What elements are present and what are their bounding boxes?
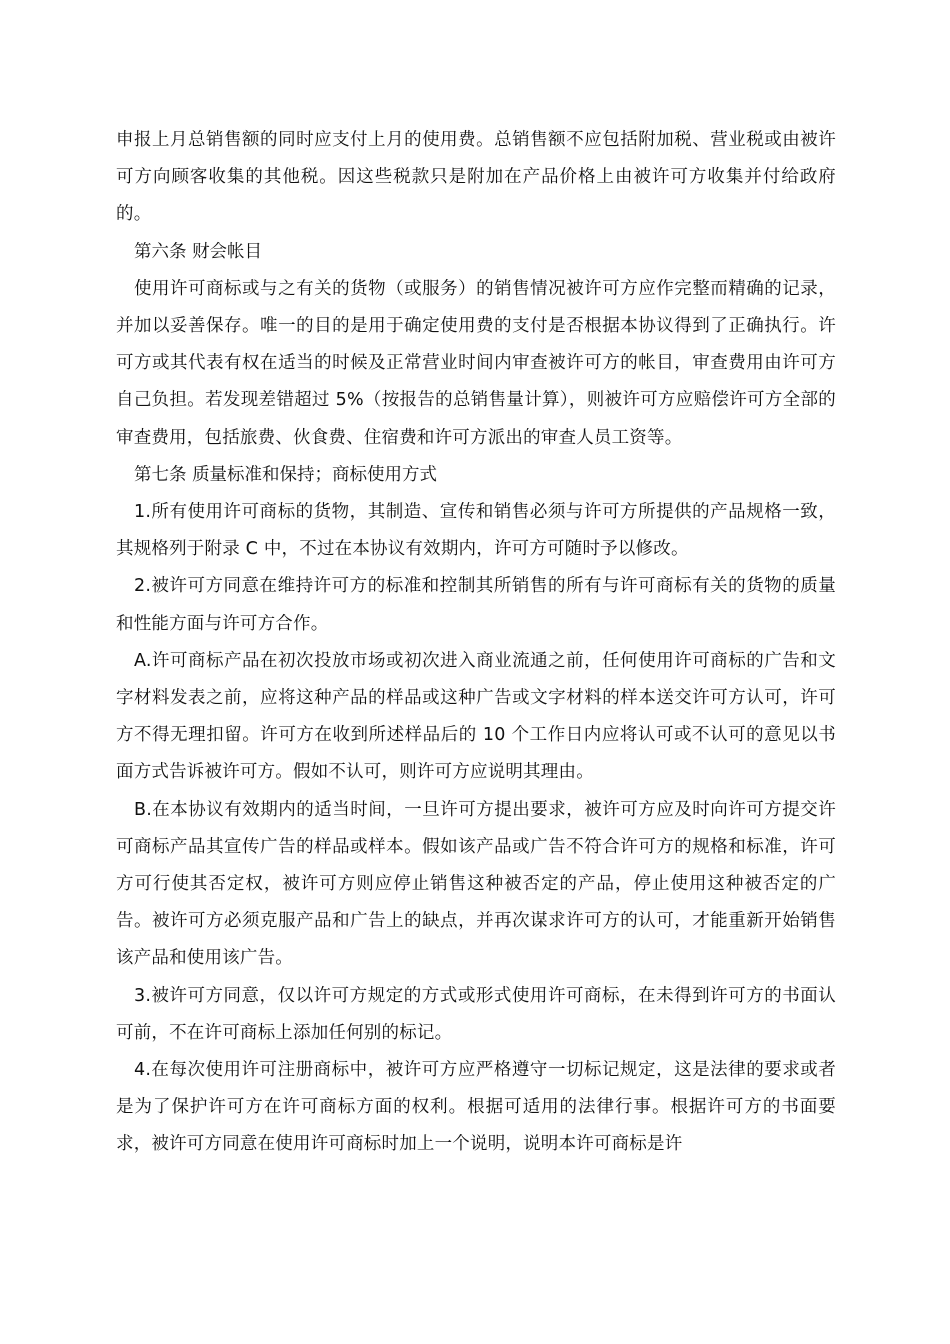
heading-article-6: 第六条 财会帐目 (134, 241, 263, 262)
paragraph-clause-2: 2.被许可方同意在维持许可方的标准和控制其所销售的所有与许可商标有关的货物的质量和性能方面与许可方合作。 (116, 576, 836, 634)
document-body (116, 122, 836, 1164)
paragraph-royalty-continuation: 申报上月总销售额的同时应支付上月的使用费。总销售额不应包括附加税、营业税或由被许可方向顾客收集的其他税。因这些税款只是附加在产品价格上由被许可方收集并付给政府的。 (116, 130, 836, 225)
paragraph-clause-1: 1.所有使用许可商标的货物，其制造、宣传和销售必须与许可方所提供的产品规格一致，其规格列于附录 C 中，不过在本协议有效期内，许可方可随时予以修改。 (116, 502, 836, 560)
paragraph-accounting-records: 使用许可商标或与之有关的货物（或服务）的销售情况被许可方应作完整而精确的记录，并加以妥善保存。唯一的目的是用于确定使用费的支付是否根据本协议得到了正确执行。许可方或其代表有权在适当的时候及正常营业时间内审查被许可方的帐目，审查费用由许可方自己负担。若发现差错超过 5%（按报告的总销售量计算），则被许可方应赔偿许可方全部的审查费用，包括旅费、伙食费、住宿费和许可方派出的审查人员工资等。 (116, 278, 836, 448)
heading-article-7: 第七条 质量标准和保持；商标使用方式 (134, 464, 438, 485)
paragraph-clause-3: 3.被许可方同意，仅以许可方规定的方式或形式使用许可商标，在未得到许可方的书面认可前，不在许可商标上添加任何别的标记。 (116, 985, 836, 1043)
paragraph-clause-4: 4.在每次使用许可注册商标中，被许可方应严格遵守一切标记规定，这是法律的要求或者是为了保护许可方在许可商标方面的权利。根据可适用的法律行事。根据许可方的书面要求，被许可方同意在使用许可商标时加上一个说明，说明本许可商标是许 (116, 1060, 836, 1155)
paragraph-clause-a: A.许可商标产品在初次投放市场或初次进入商业流通之前，任何使用许可商标的广告和文字材料发表之前，应将这种产品的样品或这种广告或文字材料的样本送交许可方认可，许可方不得无理扣留。许可方在收到所述样品后的 10 个工作日内应将认可或不认可的意见以书面方式告诉被许可方。假如不认可，则许可方应说明其理由。 (116, 650, 836, 783)
paragraph-clause-b: B.在本协议有效期内的适当时间，一旦许可方提出要求，被许可方应及时向许可方提交许可商标产品其宣传广告的样品或样本。假如该产品或广告不符合许可方的规格和标准，许可方可行使其否定权，被许可方则应停止销售这种被否定的产品，停止使用这种被否定的广告。被许可方必须克服产品和广告上的缺点，并再次谋求许可方的认可，才能重新开始销售该产品和使用该广告。 (116, 799, 836, 969)
